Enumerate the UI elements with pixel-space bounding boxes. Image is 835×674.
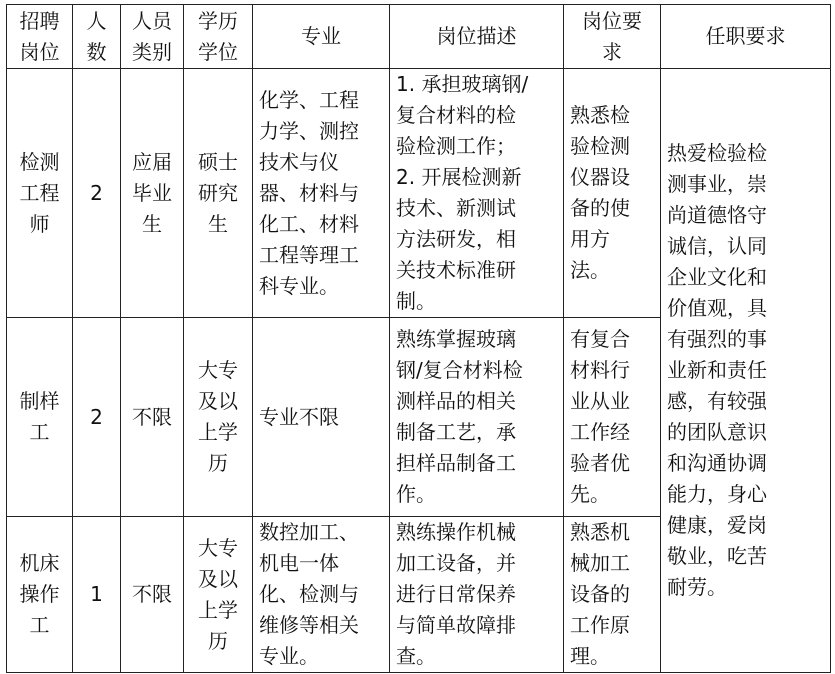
recruitment-table (6, 4, 831, 673)
count-cell: 1 (73, 517, 121, 673)
header-qualification: 任职要求 (661, 5, 831, 69)
header-count: 人 数 (73, 5, 121, 69)
description-cell: 熟练操作机械 加工设备，并 进行日常保养 与简单故障排 查。 (390, 517, 564, 673)
position-cell: 机床 操作 工 (7, 517, 73, 673)
header-row (7, 5, 831, 69)
requirement-cell: 有复合 材料行 业从业 工作经 验者优 先。 (564, 318, 661, 517)
qualification-cell: 热爱检验检 测事业，崇 尚道德恪守 诚信，认同 企业文化和 价值观，具 有强烈的事 业新和责任 感，有较强 的团队意识 和沟通协调 能力，身心 健康，爱岗 敬业，吃苦 耐劳。 (661, 69, 831, 673)
header-description: 岗位描述 (390, 5, 564, 69)
header-requirement: 岗位要 求 (564, 5, 661, 69)
description-cell: 1. 承担玻璃钢/ 复合材料的检 验检测工作； 2. 开展检测新 技术、新测试 方法研发，相 关技术标准研 制。 (390, 69, 564, 318)
header-position: 招聘 岗位 (7, 5, 73, 69)
education-cell: 大专 及以 上学 历 (184, 318, 253, 517)
table-row (7, 69, 831, 318)
requirement-cell: 熟悉检 验检测 仪器设 备的使 用方 法。 (564, 69, 661, 318)
major-cell: 化学、工程 力学、测控 技术与仪 器、材料与 化工、材料 工程等理工 科专业。 (253, 69, 390, 318)
header-education: 学历 学位 (184, 5, 253, 69)
count-cell: 2 (73, 318, 121, 517)
header-category: 人员 类别 (121, 5, 184, 69)
category-cell: 不限 (121, 517, 184, 673)
position-cell: 制样 工 (7, 318, 73, 517)
education-cell: 大专 及以 上学 历 (184, 517, 253, 673)
requirement-cell: 熟悉机 械加工 设备的 工作原 理。 (564, 517, 661, 673)
education-cell: 硕士 研究 生 (184, 69, 253, 318)
major-cell: 专业不限 (253, 318, 390, 517)
description-cell: 熟练掌握玻璃 钢/复合材料检 测样品的相关 制备工艺，承 担样品制备工 作。 (390, 318, 564, 517)
category-cell: 不限 (121, 318, 184, 517)
header-major: 专业 (253, 5, 390, 69)
major-cell: 数控加工、 机电一体 化、检测与 维修等相关 专业。 (253, 517, 390, 673)
count-cell: 2 (73, 69, 121, 318)
position-cell: 检测 工程 师 (7, 69, 73, 318)
category-cell: 应届 毕业 生 (121, 69, 184, 318)
